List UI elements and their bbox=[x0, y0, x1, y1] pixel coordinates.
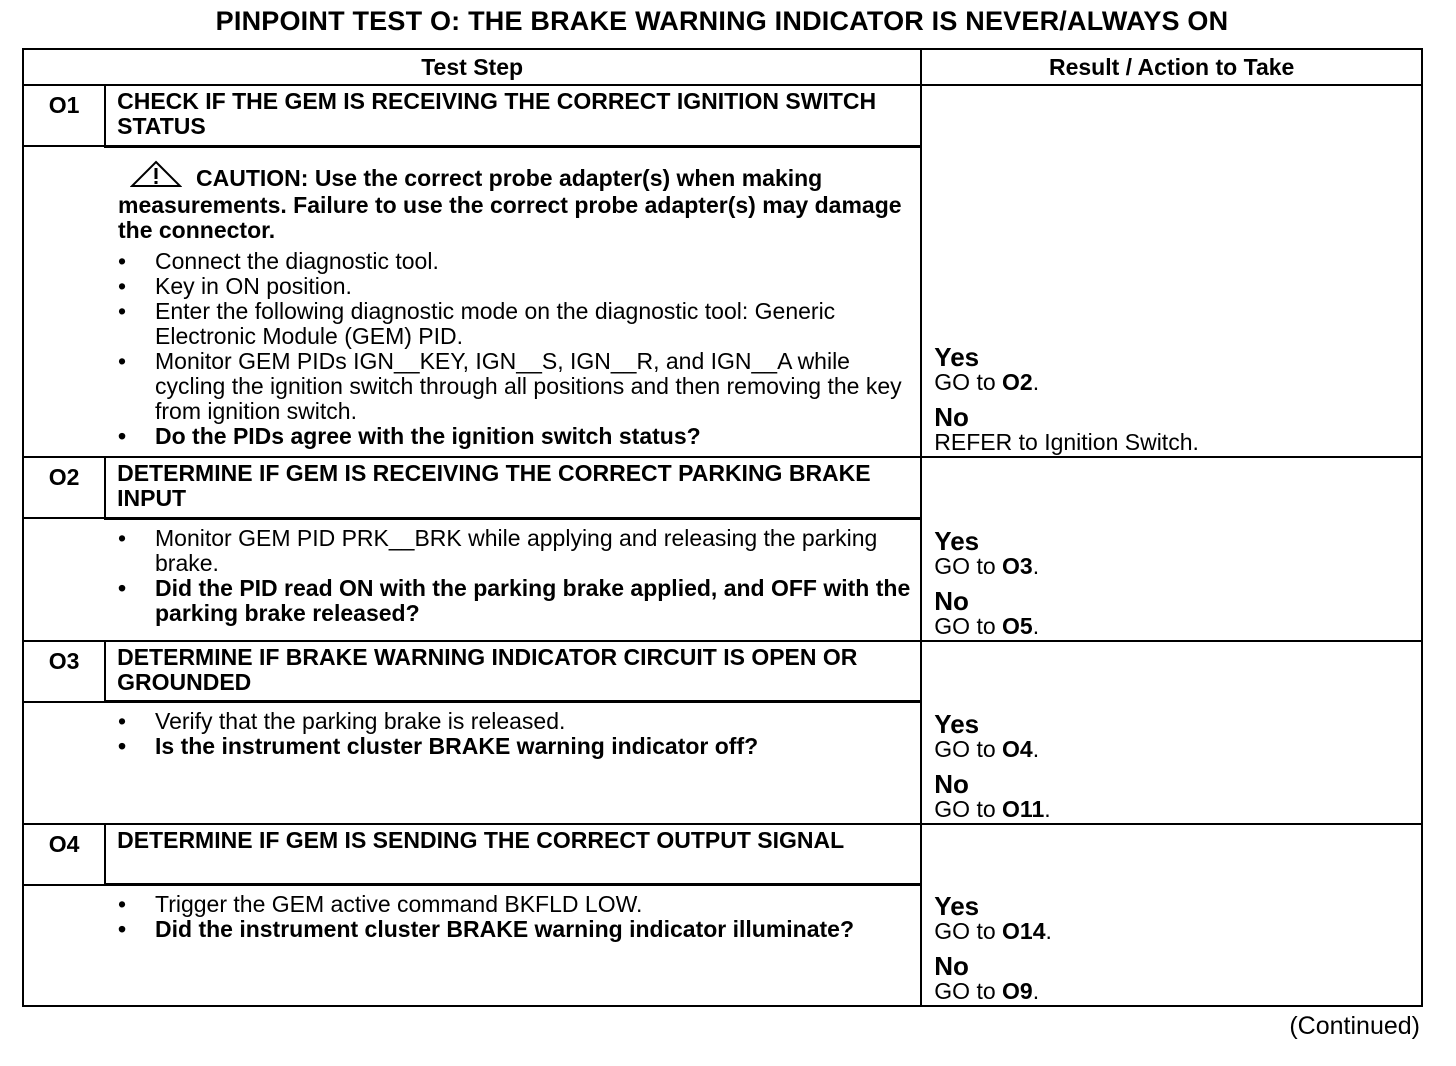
instruction-item: • Connect the diagnostic tool. bbox=[118, 249, 910, 274]
step-result bbox=[921, 824, 1422, 1006]
step-body bbox=[23, 146, 921, 457]
pinpoint-test-table bbox=[22, 48, 1423, 1007]
page-title: PINPOINT TEST O: THE BRAKE WARNING INDICATOR IS NEVER/ALWAYS ON bbox=[215, 6, 1229, 36]
no-action: GO to O9. bbox=[934, 978, 1040, 1004]
yes-action: GO to O3. bbox=[934, 552, 1040, 579]
step-heading-row bbox=[23, 85, 1422, 146]
step-body bbox=[23, 518, 921, 640]
yes-label: Yes bbox=[934, 525, 980, 556]
caution-note: CAUTION: Use the correct probe adapter(s) when making measurements. Failure to use the correct probe adapter(s) may damage the connector. bbox=[118, 160, 910, 243]
no-label: No bbox=[934, 402, 969, 433]
instruction-item: • Verify that the parking brake is released. bbox=[118, 709, 910, 734]
continued-note: (Continued) bbox=[1289, 1012, 1420, 1040]
step-instructions bbox=[118, 526, 910, 626]
step-heading: DETERMINE IF GEM IS SENDING THE CORRECT OUTPUT SIGNAL bbox=[105, 824, 921, 885]
instruction-item: • Monitor GEM PID PRK__BRK while applying and releasing the parking brake. bbox=[118, 526, 910, 576]
warning-triangle-icon bbox=[130, 160, 182, 193]
no-label: No bbox=[934, 951, 969, 981]
table-header-row bbox=[23, 49, 1422, 85]
yes-label: Yes bbox=[934, 342, 980, 373]
step-instructions bbox=[118, 249, 910, 449]
no-action: REFER to Ignition Switch. bbox=[934, 429, 1199, 456]
step-heading: DETERMINE IF GEM IS RECEIVING THE CORRECT PARKING BRAKE INPUT bbox=[105, 457, 921, 518]
step-heading-row bbox=[23, 641, 1422, 702]
step-id: O3 bbox=[23, 641, 105, 702]
no-action: GO to O5. bbox=[934, 612, 1040, 639]
step-instructions bbox=[118, 892, 910, 942]
instruction-question: • Did the instrument cluster BRAKE warning indicator illuminate? bbox=[118, 917, 910, 942]
step-heading: DETERMINE IF BRAKE WARNING INDICATOR CIRCUIT IS OPEN OR GROUNDED bbox=[105, 641, 921, 702]
step-id: O1 bbox=[23, 85, 105, 146]
instruction-item: • Enter the following diagnostic mode on the diagnostic tool: Generic Electronic Module (GEM) PID. bbox=[118, 299, 910, 349]
step-body bbox=[23, 885, 921, 1006]
step-instructions bbox=[118, 709, 910, 759]
step-body bbox=[23, 702, 921, 824]
yes-label: Yes bbox=[934, 891, 980, 921]
no-label: No bbox=[934, 585, 969, 616]
instruction-item: • Monitor GEM PIDs IGN__KEY, IGN__S, IGN__R, and IGN__A while cycling the ignition switch through all positions and then removing the key from ignition switch. bbox=[118, 349, 910, 424]
step-id: O4 bbox=[23, 824, 105, 885]
step-result bbox=[921, 457, 1422, 640]
column-header-result: Result / Action to Take bbox=[921, 49, 1422, 85]
step-result bbox=[921, 85, 1422, 457]
no-label: No bbox=[934, 768, 969, 799]
column-header-test-step: Test Step bbox=[23, 49, 921, 85]
yes-label: Yes bbox=[934, 708, 980, 739]
step-heading-row bbox=[23, 457, 1422, 518]
instruction-question: • Did the PID read ON with the parking brake applied, and OFF with the parking brake released? bbox=[118, 576, 910, 626]
instruction-item: • Key in ON position. bbox=[118, 274, 910, 299]
step-id: O2 bbox=[23, 457, 105, 518]
step-heading: CHECK IF THE GEM IS RECEIVING THE CORRECT IGNITION SWITCH STATUS bbox=[105, 85, 921, 146]
step-result bbox=[921, 641, 1422, 824]
instruction-question: • Do the PIDs agree with the ignition switch status? bbox=[118, 424, 910, 449]
step-heading-row bbox=[23, 824, 1422, 885]
yes-action: GO to O2. bbox=[934, 369, 1040, 396]
yes-action: GO to O14. bbox=[934, 918, 1052, 944]
instruction-item: • Trigger the GEM active command BKFLD LOW. bbox=[118, 892, 910, 917]
yes-action: GO to O4. bbox=[934, 735, 1040, 762]
no-action: GO to O11. bbox=[934, 795, 1051, 822]
instruction-question: • Is the instrument cluster BRAKE warning indicator off? bbox=[118, 734, 910, 759]
